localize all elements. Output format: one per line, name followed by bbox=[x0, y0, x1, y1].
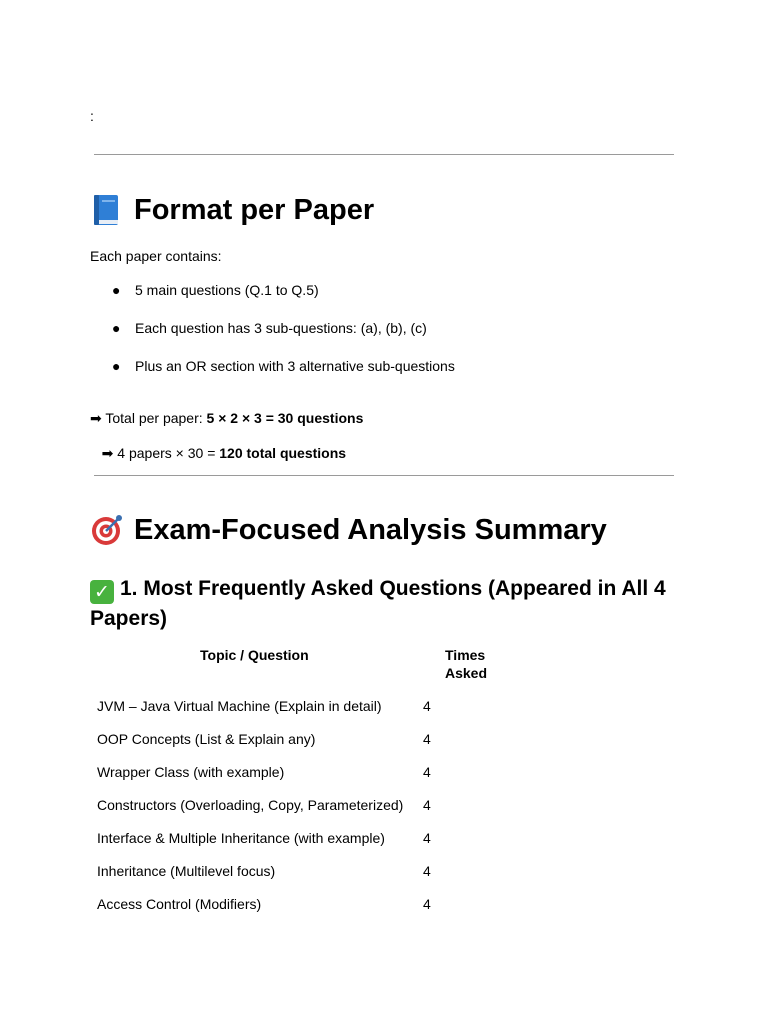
papers-prefix: ➡ 4 papers × 30 = bbox=[97, 445, 220, 461]
table-cell-times: 4 bbox=[423, 698, 431, 714]
check-mark-icon: ✓ bbox=[90, 580, 114, 604]
section-heading-analysis bbox=[90, 512, 607, 548]
list-item: ● Each question has 3 sub-questions: (a), (b), (c) bbox=[112, 320, 427, 336]
table-cell-times: 4 bbox=[423, 764, 431, 780]
papers-value: 120 total questions bbox=[219, 445, 347, 461]
divider bbox=[94, 475, 674, 476]
table-cell-topic: Interface & Multiple Inheritance (with example) bbox=[97, 830, 385, 846]
table-cell-times: 4 bbox=[423, 896, 431, 912]
table-cell-topic: Inheritance (Multilevel focus) bbox=[97, 863, 276, 879]
column-header-times bbox=[445, 646, 487, 682]
column-header-times-line1: Times bbox=[445, 647, 486, 663]
table-cell-topic: Constructors (Overloading, Copy, Parameterized) bbox=[97, 797, 404, 813]
section-title: Format per Paper bbox=[134, 194, 375, 226]
column-header-topic: Topic / Question bbox=[200, 647, 309, 663]
table-cell-topic: Access Control (Modifiers) bbox=[97, 896, 262, 912]
table-cell-times: 4 bbox=[423, 797, 431, 813]
table-cell-topic: OOP Concepts (List & Explain any) bbox=[97, 731, 316, 747]
section-heading-format bbox=[90, 192, 374, 228]
total-questions-line bbox=[90, 429, 346, 462]
target-icon bbox=[90, 513, 124, 547]
total-prefix: ➡ Total per paper: bbox=[90, 410, 207, 426]
list-item: ● Plus an OR section with 3 alternative sub-questions bbox=[112, 358, 455, 374]
stray-colon-text: : bbox=[90, 108, 94, 124]
table-cell-topic: Wrapper Class (with example) bbox=[97, 764, 285, 780]
list-item-text: Each question has 3 sub-questions: (a), (b), (c) bbox=[135, 320, 427, 336]
total-value: 5 × 2 × 3 = 30 questions bbox=[206, 410, 364, 426]
section-title: Exam-Focused Analysis Summary bbox=[134, 514, 607, 546]
list-item-text: 5 main questions (Q.1 to Q.5) bbox=[135, 282, 319, 298]
divider bbox=[94, 154, 674, 155]
list-item: ● 5 main questions (Q.1 to Q.5) bbox=[112, 282, 319, 298]
subheading-frequent-questions bbox=[90, 574, 680, 633]
frequency-table bbox=[90, 646, 680, 926]
column-header-times-line2: Asked bbox=[445, 665, 488, 681]
intro-text: Each paper contains: bbox=[90, 248, 222, 264]
table-cell-times: 4 bbox=[423, 731, 431, 747]
total-per-paper-line bbox=[90, 410, 363, 427]
table-cell-times: 4 bbox=[423, 863, 431, 879]
table-cell-topic: JVM – Java Virtual Machine (Explain in detail) bbox=[97, 698, 382, 714]
table-cell-times: 4 bbox=[423, 830, 431, 846]
blue-book-icon bbox=[90, 193, 124, 227]
list-item-text: Plus an OR section with 3 alternative sub-questions bbox=[135, 358, 455, 374]
subheading-text: 1. Most Frequently Asked Questions (Appeared in All 4 Papers) bbox=[90, 577, 666, 630]
